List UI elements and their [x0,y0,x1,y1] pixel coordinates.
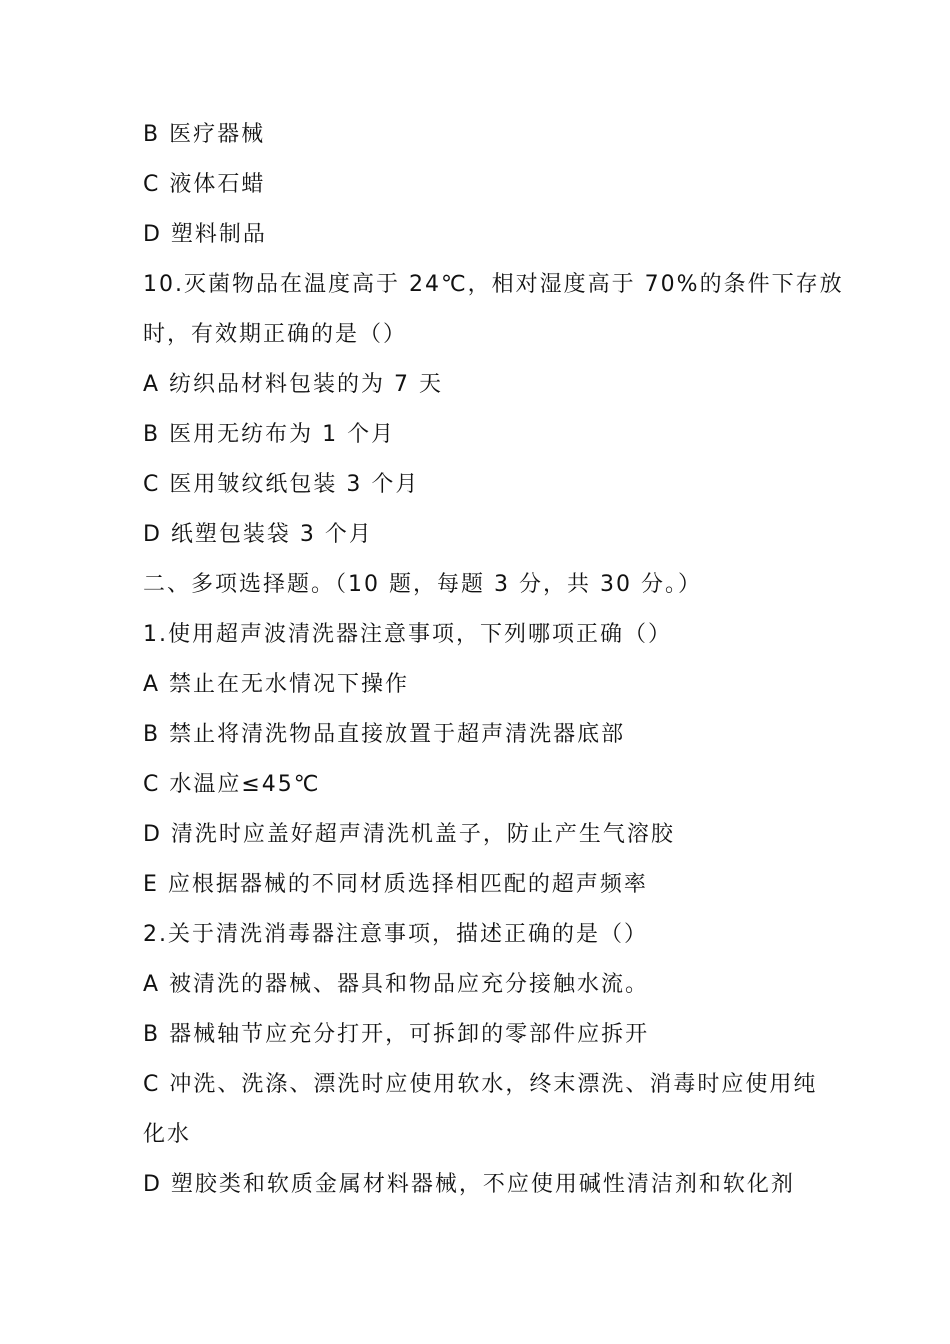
text-line: C 液体石蜡 [143,172,266,197]
option-line: C 冲洗、洗涤、漂洗时应使用软水，终末漂洗、消毒时应使用纯 [143,1072,818,1097]
text-line: B 医疗器械 [143,122,266,147]
option-line: A 纺织品材料包装的为 7 天 [143,372,444,397]
question-2-line: 2.关于清洗消毒器注意事项，描述正确的是（） [143,922,648,947]
question-10-line-2: 时，有效期正确的是（） [143,322,408,347]
option-line: A 禁止在无水情况下操作 [143,672,410,697]
option-line: E 应根据器械的不同材质选择相匹配的超声频率 [143,872,648,897]
option-line: D 清洗时应盖好超声清洗机盖子，防止产生气溶胶 [143,822,675,847]
option-line: B 禁止将清洗物品直接放置于超声清洗器底部 [143,722,626,747]
question-1-line: 1.使用超声波清洗器注意事项，下列哪项正确（） [143,622,672,647]
option-line: B 医用无纺布为 1 个月 [143,422,396,447]
question-10-line-1: 10.灭菌物品在温度高于 24℃，相对湿度高于 70%的条件下存放 [143,272,844,297]
option-line: B 器械轴节应充分打开，可拆卸的零部件应拆开 [143,1022,650,1047]
document-body [143,110,843,1210]
option-line: D 塑胶类和软质金属材料器械，不应使用碱性清洁剂和软化剂 [143,1172,795,1197]
option-line: A 被清洗的器械、器具和物品应充分接触水流。 [143,972,650,997]
text-line: D 塑料制品 [143,222,267,247]
section-heading: 二、多项选择题。（10 题，每题 3 分，共 30 分。） [143,572,702,597]
option-line: D 纸塑包装袋 3 个月 [143,522,373,547]
option-line: C 医用皱纹纸包装 3 个月 [143,472,420,497]
option-line-continuation: 化水 [143,1122,192,1147]
option-line: C 水温应≤45℃ [143,772,321,797]
